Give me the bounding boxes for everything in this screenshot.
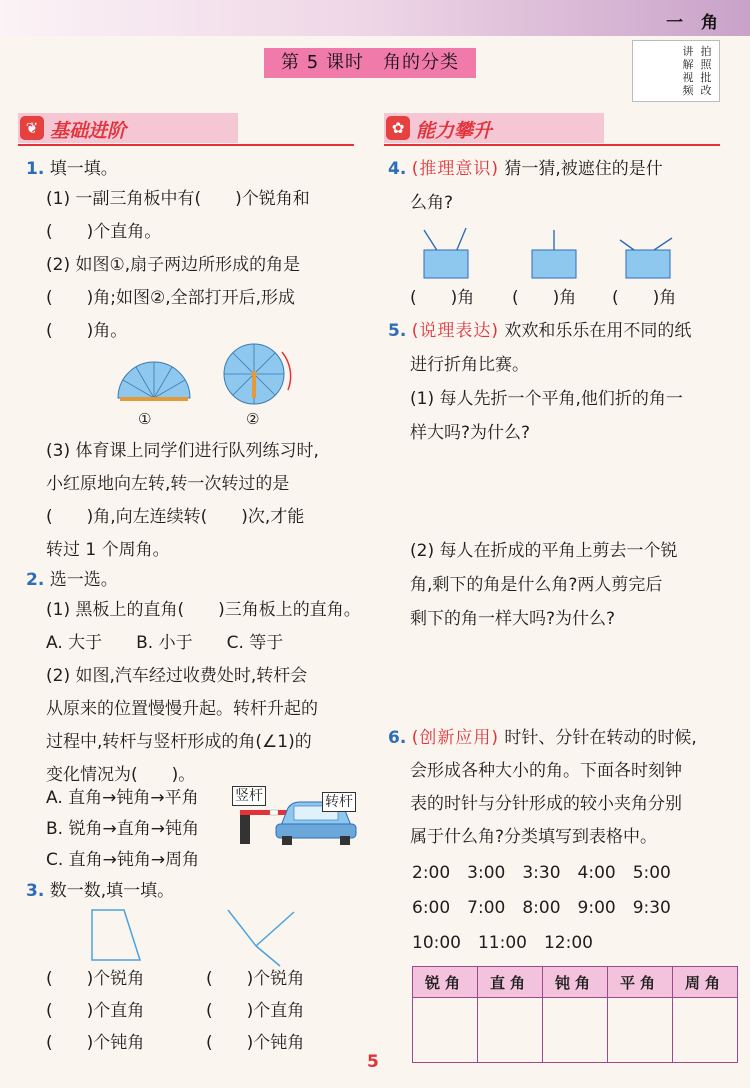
q1-line6: (3) 体育课上同学们进行队列练习时, <box>46 441 319 461</box>
q4-text: 猜一猜,被遮住的是什 <box>504 159 663 179</box>
q1-number: 1. <box>26 159 45 179</box>
q1-line1: (1) 一副三角板中有( )个锐角和 <box>46 189 310 209</box>
q1-line7: 小红原地向左转,转一次转过的是 <box>46 474 290 494</box>
answer-cell-right[interactable] <box>478 998 543 1063</box>
q3-fig1-obtuse: ( )个钝角 <box>46 1033 145 1053</box>
q2-line3: (2) 如图,汽车经过收费处时,转杆会 <box>46 666 308 686</box>
q6-line2: 会形成各种大小的角。下面各时刻钟 <box>410 761 682 781</box>
header-right: 直角 <box>478 967 543 998</box>
answer-cell-obtuse[interactable] <box>543 998 608 1063</box>
q3-fig2-obtuse: ( )个钝角 <box>206 1033 305 1053</box>
q1-line8: ( )角,向左连续转( )次,才能 <box>46 507 305 527</box>
q1-line4: ( )角;如图②,全部打开后,形成 <box>46 288 296 308</box>
q2-line4: 从原来的位置慢慢升起。转杆升起的 <box>46 699 318 719</box>
q6-tag: (创新应用) <box>411 728 499 748</box>
q1-line2: ( )个直角。 <box>46 222 162 242</box>
q3-fig1-right: ( )个直角 <box>46 1001 145 1021</box>
q6-line3: 表的时针与分针形成的较小夹角分别 <box>410 794 682 814</box>
answer-cell-acute[interactable] <box>413 998 478 1063</box>
lesson-title: 第 5 课时 角的分类 <box>264 48 476 78</box>
q2-line1: (1) 黑板上的直角( )三角板上的直角。 <box>46 600 361 620</box>
figure-1-label: ① <box>138 410 152 428</box>
header-straight: 平角 <box>608 967 673 998</box>
q2-line5: 过程中,转杆与竖杆形成的角(∠1)的 <box>46 732 312 752</box>
q5-text: 欢欢和乐乐在用不同的纸 <box>504 321 692 341</box>
q6-heading <box>388 727 697 749</box>
q3-fig2-right: ( )个直角 <box>206 1001 305 1021</box>
q2-number: 2. <box>26 570 45 590</box>
qr-col-photo: 拍照批改 <box>700 45 712 97</box>
q3-heading <box>26 880 174 902</box>
right-section-header <box>384 113 720 143</box>
top-banner <box>0 0 750 36</box>
q5-line6: 角,剩下的角是什么角?两人剪完后 <box>410 575 663 595</box>
q1-heading <box>26 158 118 180</box>
running-figure-icon: ❦ <box>20 116 44 140</box>
q1-line3: (2) 如图①,扇子两边所形成的角是 <box>46 255 301 275</box>
q5-line4: 样大吗?为什么? <box>410 423 531 443</box>
q2-option-c: C. 直角→钝角→周角 <box>46 850 200 870</box>
header-acute: 锐角 <box>413 967 478 998</box>
q3-number: 3. <box>26 881 45 901</box>
unit-label: 一 角 <box>666 13 724 33</box>
q5-heading <box>388 320 691 342</box>
right-section-title: 能力攀升 <box>416 120 493 142</box>
q6-number: 6. <box>388 728 407 748</box>
climbing-figure-icon: ✿ <box>386 116 410 140</box>
q6-times-row3: 10:00 11:00 12:00 <box>412 933 593 953</box>
q2-option-a: A. 直角→钝角→平角 <box>46 788 199 808</box>
q5-tag: (说理表达) <box>411 321 499 341</box>
q5-line2: 进行折角比赛。 <box>410 355 529 375</box>
half-fan-icon <box>118 362 190 401</box>
q6-text: 时针、分针在转动的时候, <box>504 728 697 748</box>
q4-blank-3: ( )角 <box>612 288 677 308</box>
label-bar: 转杆 <box>322 792 356 812</box>
q4-line2: 么角? <box>410 193 454 213</box>
q4-heading <box>388 158 663 180</box>
q4-tag: (推理意识) <box>411 159 499 179</box>
q6-times-row1: 2:00 3:00 3:30 4:00 5:00 <box>412 863 671 883</box>
q4-covered-angles <box>420 226 690 282</box>
q1-title: 填一填。 <box>49 159 118 179</box>
covered-angle-1 <box>424 228 468 278</box>
header-full: 周角 <box>673 967 738 998</box>
q3-fig1-acute: ( )个锐角 <box>46 969 145 989</box>
label-pole: 竖杆 <box>232 786 266 806</box>
q2-heading <box>26 569 118 591</box>
q3-title: 数一数,填一填。 <box>49 881 175 901</box>
left-section-header <box>18 113 354 143</box>
answer-cell-straight[interactable] <box>608 998 673 1063</box>
left-section-title: 基础进阶 <box>50 120 127 142</box>
q5-number: 5. <box>388 321 407 341</box>
angle-classification-table <box>412 966 738 1063</box>
header-obtuse: 钝角 <box>543 967 608 998</box>
q6-line4: 属于什么角?分类填写到表格中。 <box>410 827 658 847</box>
q3-fig2-acute: ( )个锐角 <box>206 969 305 989</box>
full-fan-icon <box>224 344 291 404</box>
q4-blank-2: ( )角 <box>512 288 577 308</box>
page-number: 5 <box>367 1052 379 1072</box>
q2-option-b: B. 锐角→直角→钝角 <box>46 819 199 839</box>
q2-options1: A. 大于 B. 小于 C. 等于 <box>46 633 284 653</box>
q4-number: 4. <box>388 159 407 179</box>
q1-line5: ( )角。 <box>46 321 128 341</box>
quadrilateral-shape <box>92 910 140 960</box>
q1-line9: 转过 1 个周角。 <box>46 540 170 560</box>
q4-blank-1: ( )角 <box>410 288 475 308</box>
q5-line3: (1) 每人先折一个平角,他们折的角一 <box>410 389 683 409</box>
q2-line6: 变化情况为( )。 <box>46 765 196 785</box>
q5-line7: 剩下的角一样大吗?为什么? <box>410 609 616 629</box>
covered-angle-2 <box>532 230 576 278</box>
q5-line5: (2) 每人在折成的平角上剪去一个锐 <box>410 541 678 561</box>
video-correction-box[interactable] <box>632 40 720 102</box>
figure-2-label: ② <box>246 410 260 428</box>
covered-angle-3 <box>620 238 672 278</box>
qr-col-video: 讲解视频 <box>682 45 694 97</box>
q2-title: 选一选。 <box>49 570 118 590</box>
angle-lines-shape <box>228 910 294 966</box>
q6-times-row2: 6:00 7:00 8:00 9:00 9:30 <box>412 898 671 918</box>
answer-cell-full[interactable] <box>673 998 738 1063</box>
q3-figures <box>90 908 330 968</box>
